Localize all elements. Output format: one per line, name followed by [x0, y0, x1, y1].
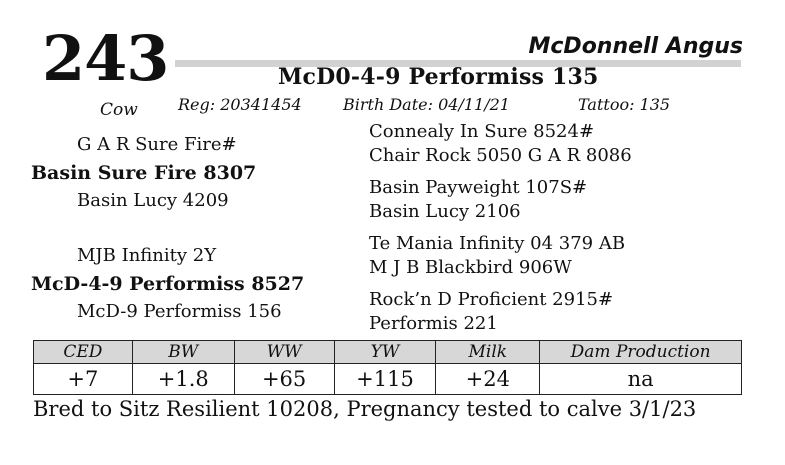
sire-sire-sire: Connealy In Sure 8524#	[369, 121, 595, 142]
registration-number: Reg: 20341454	[178, 95, 302, 114]
epd-table	[33, 340, 742, 395]
epd-header-yw: YW	[334, 341, 436, 364]
tattoo: Tattoo: 135	[578, 95, 671, 114]
sire-sire: G A R Sure Fire#	[77, 134, 237, 155]
epd-value-row	[34, 364, 742, 395]
dam: McD-4-9 Performiss 8527	[31, 273, 305, 295]
lot-type: Cow	[100, 100, 138, 120]
sire-sire-dam: Chair Rock 5050 G A R 8086	[369, 145, 632, 166]
lot-number: 243	[42, 22, 169, 95]
epd-header-ww: WW	[234, 341, 334, 364]
epd-header-bw: BW	[132, 341, 234, 364]
animal-name: McD0-4-9 Performiss 135	[278, 64, 599, 90]
epd-header-milk: Milk	[436, 341, 540, 364]
birth-date: Birth Date: 04/11/21	[343, 95, 510, 114]
epd-value-bw: +1.8	[132, 364, 234, 395]
dam-sire: MJB Infinity 2Y	[77, 245, 217, 266]
epd-value-dam-production: na	[540, 364, 742, 395]
dam-dam-sire: Rock’n D Proficient 2915#	[369, 289, 614, 310]
sire-dam: Basin Lucy 4209	[77, 190, 229, 211]
epd-header-row	[34, 341, 742, 364]
epd-value-ced: +7	[34, 364, 133, 395]
sire-dam-dam: Basin Lucy 2106	[369, 201, 521, 222]
dam-dam-dam: Performis 221	[369, 313, 498, 334]
dam-dam: McD-9 Performiss 156	[77, 301, 282, 322]
seller-name: McDonnell Angus	[528, 34, 743, 59]
epd-value-yw: +115	[334, 364, 436, 395]
epd-value-ww: +65	[234, 364, 334, 395]
epd-header-ced: CED	[34, 341, 133, 364]
sire: Basin Sure Fire 8307	[31, 162, 257, 184]
sire-dam-sire: Basin Payweight 107S#	[369, 177, 588, 198]
dam-sire-sire: Te Mania Infinity 04 379 AB	[369, 233, 626, 254]
dam-sire-dam: M J B Blackbird 906W	[369, 257, 572, 278]
breeding-footnote: Bred to Sitz Resilient 10208, Pregnancy tested to calve 3/1/23	[33, 397, 697, 421]
epd-header-dam-production: Dam Production	[540, 341, 742, 364]
epd-value-milk: +24	[436, 364, 540, 395]
